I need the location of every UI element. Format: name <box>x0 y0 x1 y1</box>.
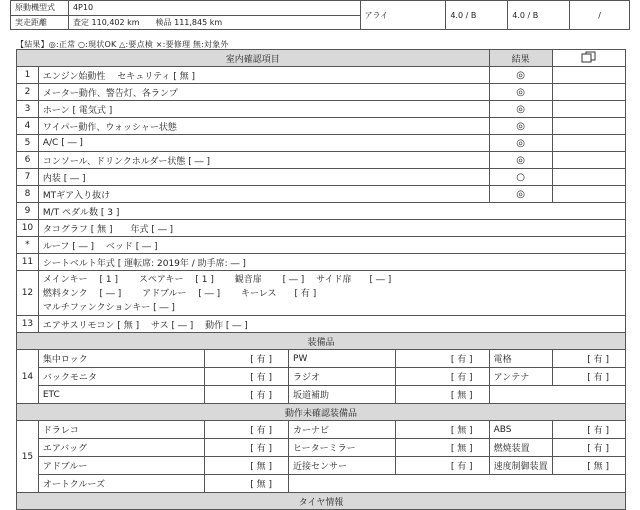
alignment-label: アライ <box>360 1 446 30</box>
check-result: ◎ <box>489 135 552 152</box>
check-result: ◎ <box>489 84 552 101</box>
table-cell <box>552 169 625 186</box>
check-row <box>17 169 626 186</box>
equipment-number: 14 <box>17 350 39 404</box>
alignment-value-3: / <box>570 1 630 30</box>
table-cell: 坂道補助 <box>289 386 396 404</box>
table-cell: [ 無 ] <box>395 386 489 404</box>
check-row <box>17 67 626 84</box>
unconfirmed-row <box>17 439 626 457</box>
table-cell <box>552 101 625 118</box>
check-row <box>17 84 626 101</box>
table-cell: [ 無 ] <box>204 475 288 493</box>
unconfirmed-number: 15 <box>17 421 39 493</box>
check-row <box>17 271 626 316</box>
table-cell: 10 <box>17 220 39 237</box>
inspection-sheet <box>16 49 626 510</box>
table-cell <box>289 475 626 493</box>
unconfirmed-row <box>17 421 626 439</box>
check-result: ○ <box>489 169 552 186</box>
unconfirmed-equipment-header: 動作未確認装備品 <box>17 404 626 421</box>
table-cell <box>552 67 625 84</box>
alignment-value-1: 4.0 / B <box>446 1 508 30</box>
interior-check-header: 室内確認項目 <box>17 50 490 67</box>
table-cell: * <box>17 237 39 254</box>
check-result: ◎ <box>489 101 552 118</box>
check-row <box>17 152 626 169</box>
table-cell: オートクルーズ <box>38 475 204 493</box>
table-cell: ラジオ <box>289 368 396 386</box>
equipment-row <box>17 368 626 386</box>
table-cell: 4 <box>17 118 39 135</box>
seatbelt-year: シートベルト年式 [ 運転席: 2019年 / 助手席: ― ] <box>38 254 625 271</box>
table-cell: [ 無 ] <box>395 439 489 457</box>
check-item: ホーン [ 電気式 ] <box>38 101 489 118</box>
check-result: ◎ <box>489 67 552 84</box>
keys-line-2: 燃料タンク [ ― ] アドブルー [ ― ] キーレス [ 有 ] <box>42 288 317 299</box>
table-cell: ヒーターミラー <box>289 439 396 457</box>
table-cell: 燃焼装置 <box>489 439 552 457</box>
keys-line-3: マルチファンクションキー [ ― ] <box>42 302 175 313</box>
table-cell: [ 有 ] <box>204 350 288 368</box>
pedal-count: M/T ペダル数 [ 3 ] <box>38 203 625 220</box>
unconfirmed-row <box>17 475 626 493</box>
engine-type-value: 4P10 <box>68 1 360 16</box>
table-cell: 9 <box>17 203 39 220</box>
check-item: A/C [ ― ] <box>38 135 489 152</box>
check-result: ◎ <box>489 152 552 169</box>
check-item: メーター動作、警告灯、各ランプ <box>38 84 489 101</box>
keys-and-misc <box>38 271 625 316</box>
table-cell: [ 有 ] <box>552 350 625 368</box>
result-legend: 【結果】◎:正常 ○:現状OK △:要点検 ×:要修理 無:対象外 <box>16 40 229 49</box>
check-row <box>17 186 626 203</box>
keys-line-1: メインキー [ 1 ] スペアキー [ 1 ] 観音扉 [ ― ] サイド扉 [ ― ] <box>42 274 392 285</box>
table-cell <box>489 386 625 404</box>
table-cell: [ 無 ] <box>395 421 489 439</box>
table-cell: 速度制御装置 <box>489 457 552 475</box>
table-cell: 1 <box>17 67 39 84</box>
table-cell: 7 <box>17 169 39 186</box>
table-cell: 2 <box>17 84 39 101</box>
check-result: ◎ <box>489 186 552 203</box>
check-item: コンソール、ドリンクホルダー状態 [ ― ] <box>38 152 489 169</box>
table-cell: 集中ロック <box>38 350 204 368</box>
check-row <box>17 101 626 118</box>
table-cell <box>552 84 625 101</box>
table-cell: 3 <box>17 101 39 118</box>
check-row <box>17 237 626 254</box>
equipment-row <box>17 350 626 368</box>
table-cell: 電格 <box>489 350 552 368</box>
result-header: 結果 <box>489 50 552 67</box>
check-row <box>17 220 626 237</box>
tachograph: タコグラフ [ 無 ] 年式 [ ― ] <box>38 220 625 237</box>
copy-icon[interactable] <box>552 50 625 67</box>
check-item: エンジン始動性 セキュリティ [ 無 ] <box>38 67 489 84</box>
check-item: MTギア入り抜け <box>38 186 489 203</box>
table-cell: [ 有 ] <box>204 386 288 404</box>
check-row <box>17 254 626 271</box>
table-cell: 近接センサー <box>289 457 396 475</box>
table-cell <box>552 152 625 169</box>
check-row <box>17 135 626 152</box>
table-cell: ETC <box>38 386 204 404</box>
mileage-label: 実走距離 <box>11 15 69 30</box>
table-cell: バックモニタ <box>38 368 204 386</box>
alignment-value-2: 4.0 / B <box>508 1 570 30</box>
table-cell: [ 有 ] <box>204 421 288 439</box>
table-cell: カーナビ <box>289 421 396 439</box>
check-item: ワイパー動作、ウォッシャー状態 <box>38 118 489 135</box>
table-cell: アドブルー <box>38 457 204 475</box>
mileage-value: 査定 110,402 km 検品 111,845 km <box>68 15 360 30</box>
table-cell: [ 有 ] <box>552 421 625 439</box>
tire-info-header: タイヤ情報 <box>17 493 626 510</box>
equipment-row <box>17 386 626 404</box>
check-result: ◎ <box>489 118 552 135</box>
check-row <box>17 316 626 333</box>
table-cell: アンテナ <box>489 368 552 386</box>
engine-type-label: 原動機型式 <box>11 1 69 16</box>
table-cell: 11 <box>17 254 39 271</box>
table-cell: PW <box>289 350 396 368</box>
table-cell: [ 無 ] <box>204 457 288 475</box>
table-cell: 5 <box>17 135 39 152</box>
check-item: 内装 [ ― ] <box>38 169 489 186</box>
check-row <box>17 203 626 220</box>
table-cell: ABS <box>489 421 552 439</box>
table-cell: 12 <box>17 271 39 316</box>
table-cell <box>552 135 625 152</box>
table-cell: [ 有 ] <box>395 368 489 386</box>
vehicle-info-table <box>10 0 630 30</box>
table-cell: 6 <box>17 152 39 169</box>
table-cell: ドラレコ <box>38 421 204 439</box>
table-cell: 13 <box>17 316 39 333</box>
air-suspension: エアサスリモコン [ 無 ] サス [ ― ] 動作 [ ― ] <box>38 316 625 333</box>
check-row <box>17 118 626 135</box>
table-cell <box>552 118 625 135</box>
table-cell: 8 <box>17 186 39 203</box>
table-cell: [ 有 ] <box>204 368 288 386</box>
table-cell: [ 無 ] <box>552 457 625 475</box>
table-cell: [ 有 ] <box>552 439 625 457</box>
table-cell: [ 有 ] <box>552 368 625 386</box>
table-cell: [ 有 ] <box>395 457 489 475</box>
unconfirmed-row <box>17 457 626 475</box>
table-cell: [ 有 ] <box>204 439 288 457</box>
roof-bed: ルーフ [ ― ] ベッド [ ― ] <box>38 237 625 254</box>
table-cell: エアバッグ <box>38 439 204 457</box>
table-cell: [ 有 ] <box>395 350 489 368</box>
table-cell <box>552 186 625 203</box>
equipment-header: 装備品 <box>17 333 626 350</box>
